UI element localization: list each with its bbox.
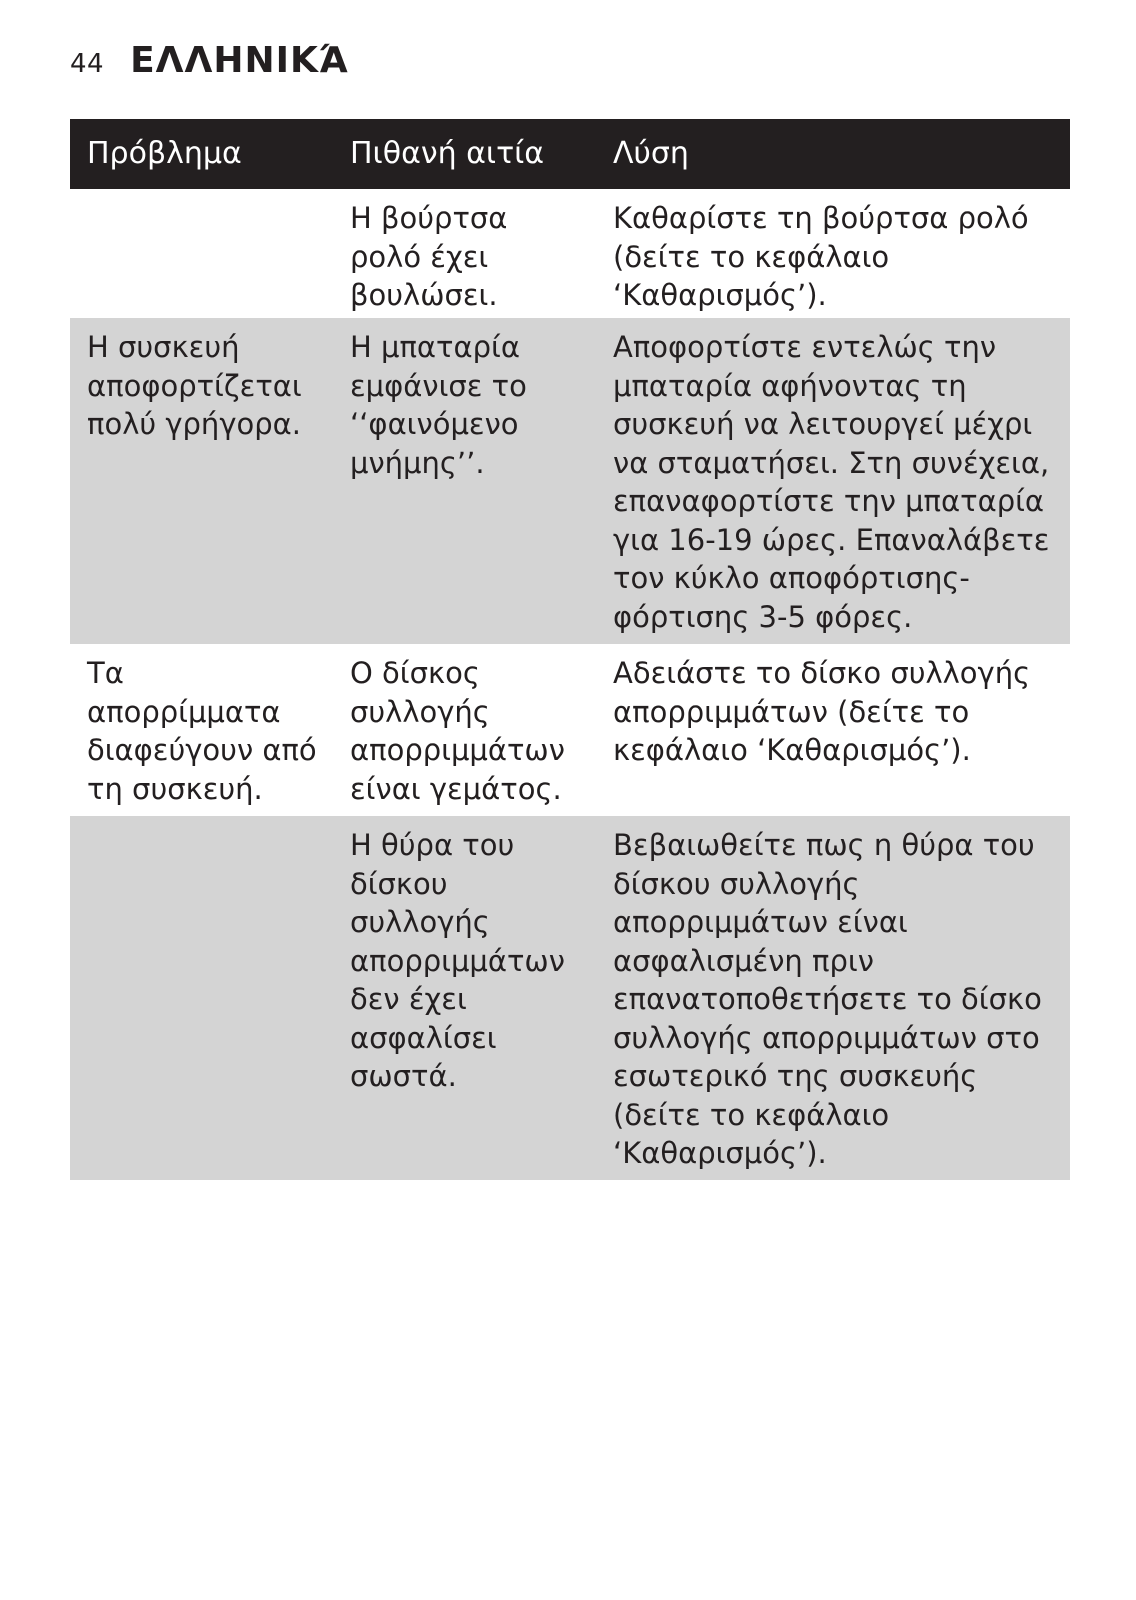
cause-cell: Η βούρτσα ρολό έχει βουλώσει.: [350, 201, 508, 312]
section-title: ΕΛΛΗΝΙΚΆ: [130, 40, 349, 81]
table-row: [70, 318, 1070, 644]
table-row: [70, 816, 1070, 1180]
cause-cell: Ο δίσκος συλλογής απορριμμάτων είναι γεμάτος.: [350, 656, 565, 806]
column-header-solution: Λύση: [613, 136, 689, 171]
problem-cell: [70, 816, 333, 1181]
solution-cell: Καθαρίστε τη βούρτσα ρολό (δείτε το κεφάλαιο ‘Καθαρισμός’).: [613, 201, 1029, 312]
problem-cell: Η συσκευή αποφορτίζεται πολύ γρήγορα.: [87, 330, 302, 441]
problem-cell: Τα απορρίμματα διαφεύγουν από τη συσκευή.: [87, 656, 317, 806]
solution-cell: Αποφορτίστε εντελώς την μπαταρία αφήνοντας τη συσκευή να λειτουργεί μέχρι να σταματήσει. Στη συνέχεια, επαναφορτίστε την μπαταρία για 16-19 ώρες. Επαναλάβετε τον κύκλο αποφόρτισης- φόρτισης 3-5 φόρες.: [613, 330, 1050, 634]
problem-cell: [70, 189, 333, 323]
table-header-row: [70, 119, 1070, 189]
solution-cell: Αδειάστε το δίσκο συλλογής απορριμμάτων (δείτε το κεφάλαιο ‘Καθαρισμός’).: [613, 656, 1031, 767]
page-number: 44: [70, 49, 105, 79]
table-row: [70, 644, 1070, 816]
cause-cell: Η θύρα του δίσκου συλλογής απορριμμάτων δεν έχει ασφαλίσει σωστά.: [350, 828, 565, 1093]
column-header-cause: Πιθανή αιτία: [350, 136, 545, 171]
table-row: [70, 189, 1070, 318]
cause-cell: Η μπαταρία εμφάνισε το ‘‘φαινόμενο μνήμης’’.: [350, 330, 527, 480]
page-header: [70, 40, 349, 90]
solution-cell: Βεβαιωθείτε πως η θύρα του δίσκου συλλογής απορριμμάτων είναι ασφαλισμένη πριν επανατοποθετήσετε το δίσκο συλλογής απορριμμάτων στο εσωτερικό της συσκευής (δείτε το κεφάλαιο ‘Καθαρισμός’).: [613, 828, 1042, 1170]
column-header-problem: Πρόβλημα: [87, 136, 242, 171]
troubleshooting-table: [70, 119, 1070, 1180]
